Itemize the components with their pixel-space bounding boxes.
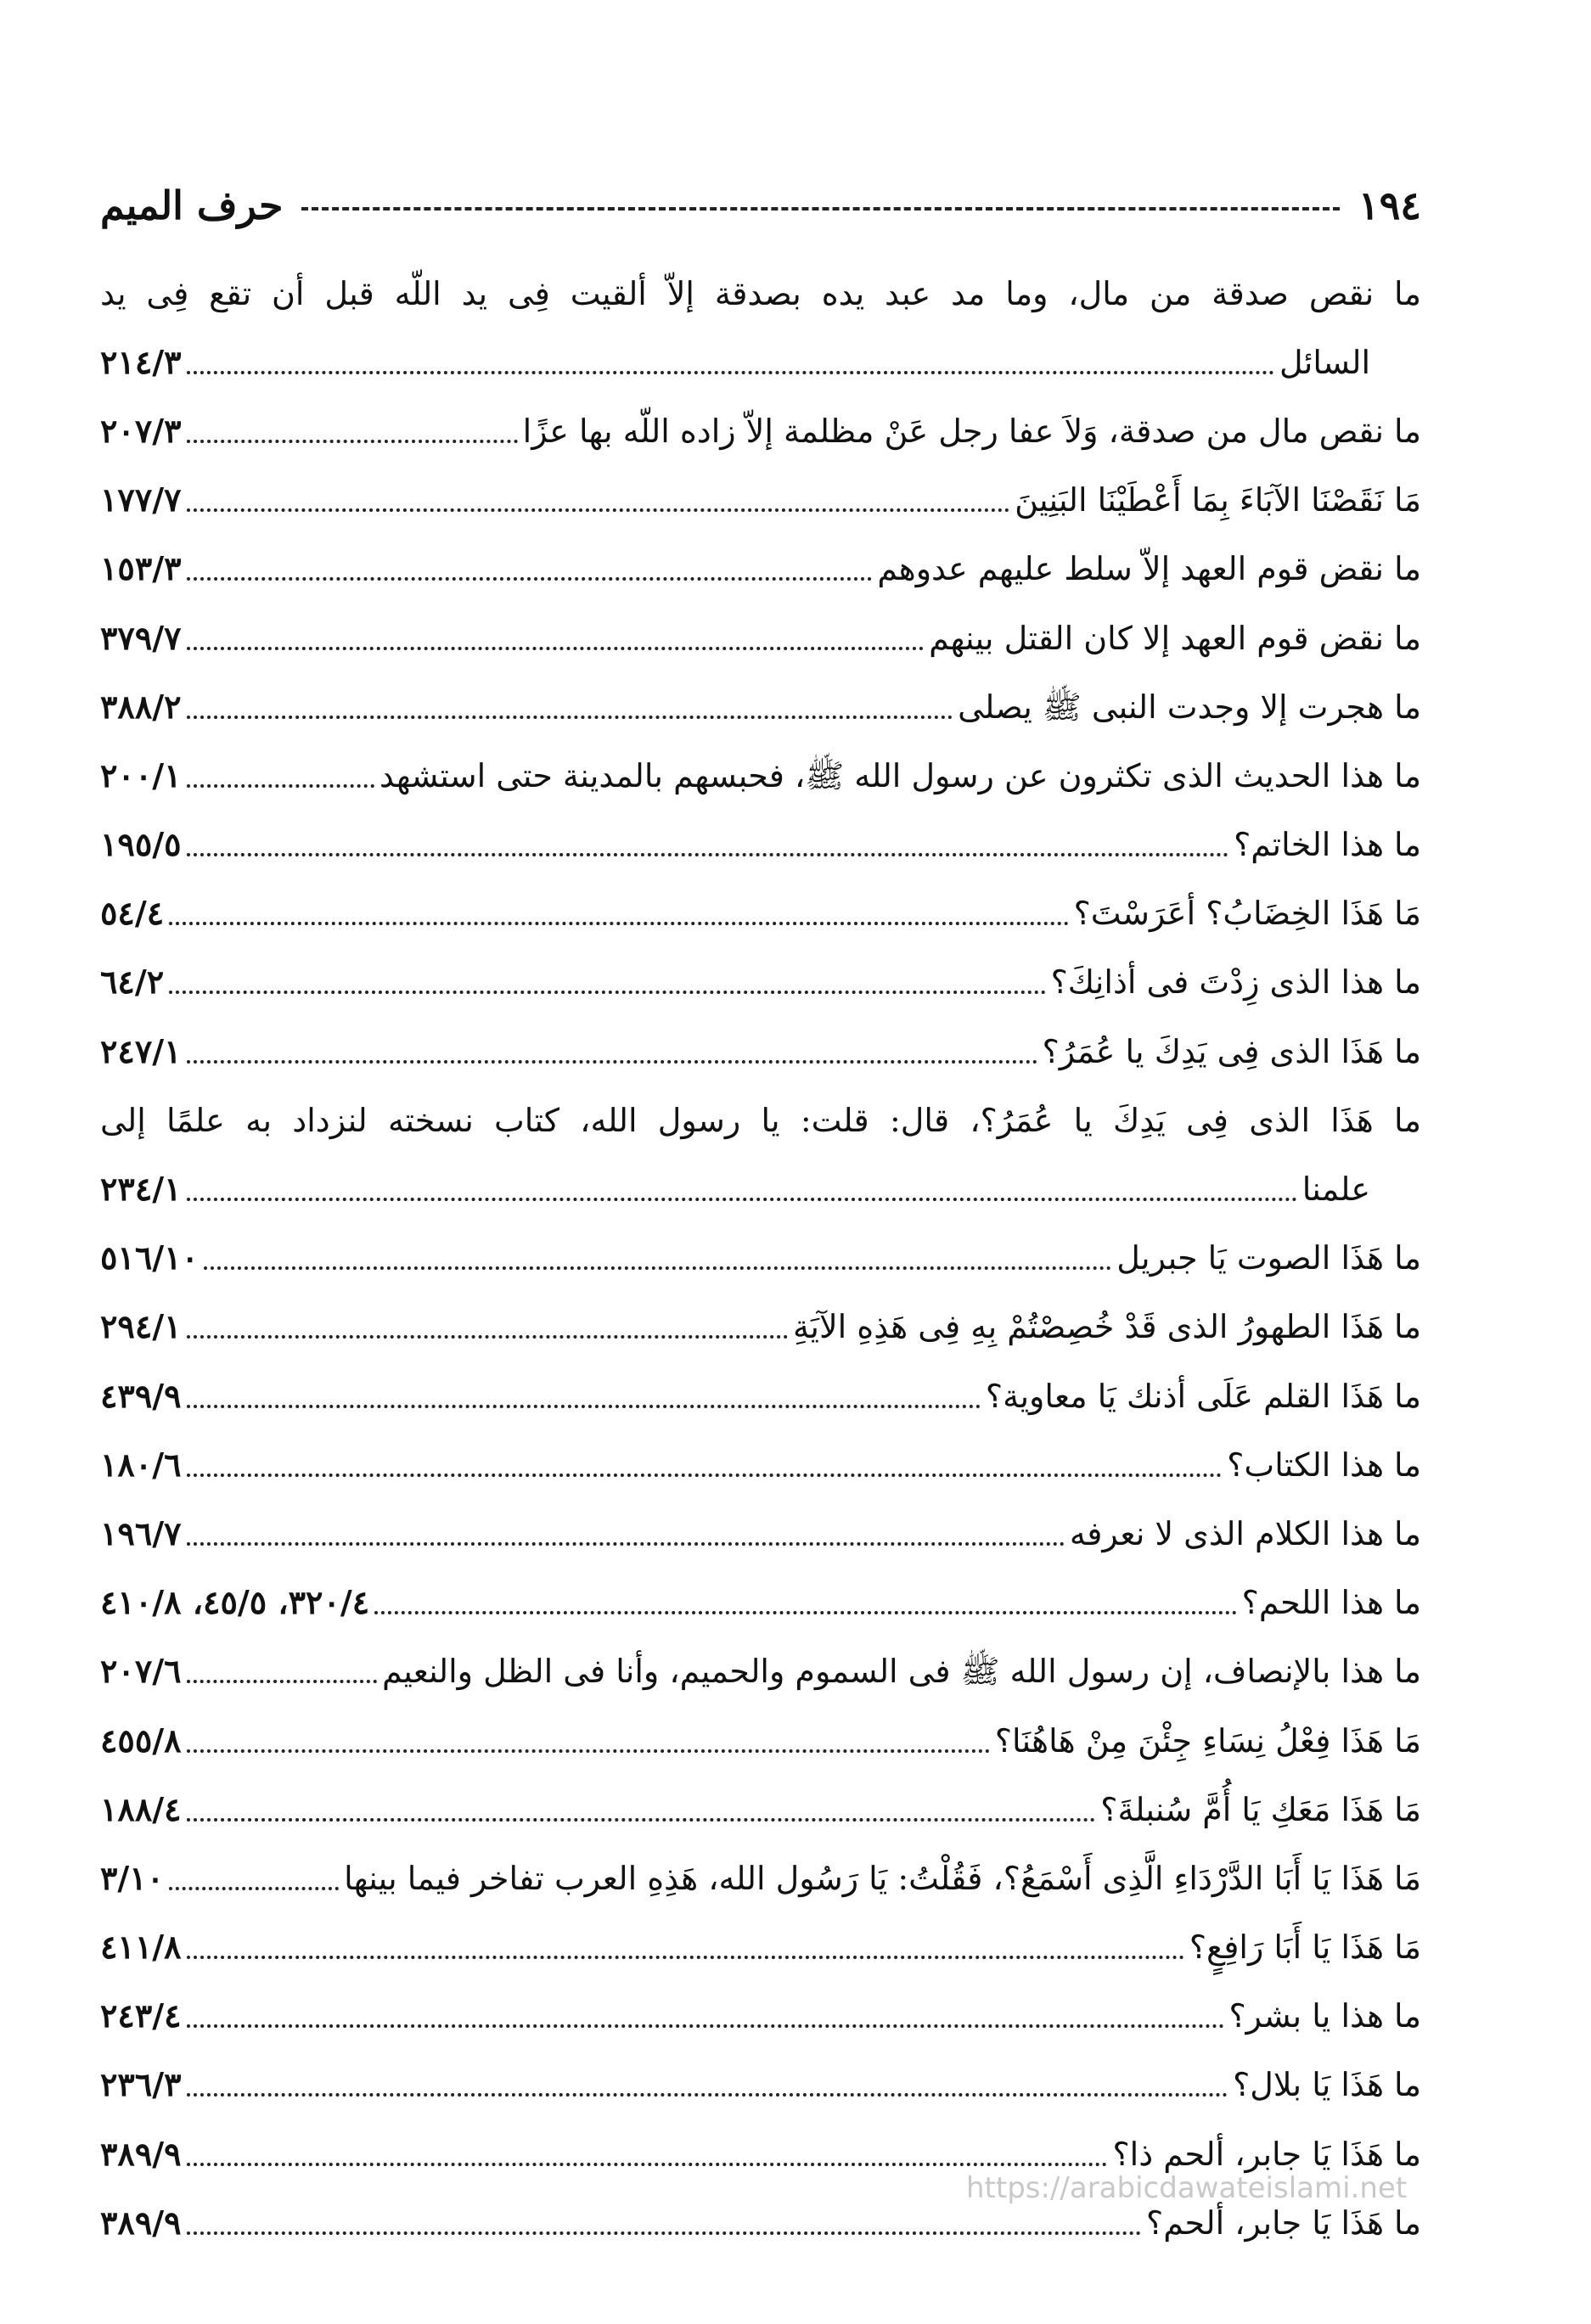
- index-entry: [100, 1844, 1421, 1912]
- dot-leader: [374, 1611, 1236, 1614]
- entry-text: ما هذا الكلام الذى لا نعرفه: [1069, 1514, 1421, 1552]
- entry-text: ما هذا يا بشر؟: [1228, 1997, 1421, 2035]
- entry-text: ما هَذَا الذى فِى يَدِكَ يا عُمَرُ؟: [1042, 1032, 1421, 1070]
- entry-text-line: [100, 1844, 1421, 1912]
- index-entry: [100, 603, 1421, 672]
- entry-text-line: [100, 1637, 1421, 1706]
- dot-leader: [187, 1818, 1096, 1822]
- dot-leader: [187, 2024, 1224, 2028]
- entry-text: ما هَذَا يَا جابر، ألحم ذا؟: [1112, 2135, 1421, 2173]
- dot-leader: [187, 853, 1229, 856]
- entry-text-line: [100, 535, 1421, 603]
- dot-leader: [187, 1956, 1184, 1959]
- volume-page-reference: ٣٨٩/٩: [100, 2134, 182, 2173]
- entry-text-line: [100, 1569, 1421, 1637]
- volume-page-reference: ٤٥٥/٨: [100, 1721, 182, 1760]
- index-entry: [100, 259, 1421, 396]
- entry-text-line: [100, 1293, 1421, 1361]
- entry-text: مَا هَذَا فِعْلُ نِسَاءِ جِئْنَ مِنْ هَاهُنَا؟: [994, 1721, 1421, 1760]
- entry-text-line: [100, 1224, 1421, 1293]
- section-title: حرف الميم: [100, 182, 284, 228]
- dot-leader: [187, 784, 374, 788]
- dot-leader: [187, 2231, 1142, 2235]
- entry-text: ما هجرت إلا وجدت النبى ﷺ يصلى: [958, 688, 1421, 726]
- index-entry: [100, 1017, 1421, 1086]
- entry-text-line: [100, 948, 1421, 1017]
- entry-text: ما هذا الكتاب؟: [1227, 1445, 1421, 1484]
- entry-text: ما هَذَا القلم عَلَى أذنك يَا معاوية؟: [985, 1377, 1421, 1415]
- volume-page-reference: ٥٤/٤: [100, 894, 165, 933]
- dot-leader: [187, 1749, 990, 1753]
- volume-page-reference: ١٥٣/٣: [100, 549, 182, 588]
- entry-text-line: [100, 741, 1421, 810]
- index-entry: [100, 1361, 1421, 1430]
- entry-text: ما هَذَا الطهورُ الذى قَدْ خُصِصْتُمْ بِهِ فِى هَذِهِ الآيَةِ: [793, 1308, 1421, 1346]
- dot-leader: [169, 1887, 339, 1890]
- dot-leader: [204, 1266, 1111, 1270]
- entry-continuation-line: [100, 1154, 1421, 1223]
- index-entry: [100, 811, 1421, 879]
- entry-text-line: [100, 1017, 1421, 1086]
- entry-continuation-line: [100, 328, 1421, 396]
- index-entry: [100, 879, 1421, 948]
- volume-page-reference: ٢٠٧/٣: [100, 411, 182, 450]
- volume-page-reference: ٣٧٩/٧: [100, 618, 182, 657]
- volume-page-reference: ٣٢٠/٤، ٤٥/٥، ٤١٠/٨: [100, 1583, 370, 1622]
- dot-leader: [187, 716, 953, 719]
- volume-page-reference: ٦٤/٢: [100, 963, 165, 1002]
- entry-text-line: [100, 1706, 1421, 1775]
- entry-text: ما نقص مال من صدقة، وَلاَ عفا رجل عَنْ مظلمة إلاّ زاده اللّه بها عزًا: [522, 412, 1421, 450]
- entry-text: ما هذا الحديث الذى تكثرون عن رسول الله ﷺ، فحبسهم بالمدينة حتى استشهد: [379, 756, 1421, 794]
- entry-text-line: [100, 879, 1421, 948]
- volume-page-reference: ١٨٠/٦: [100, 1445, 182, 1484]
- entry-text-line: [100, 259, 1421, 328]
- entry-text-line: [100, 603, 1421, 672]
- index-entry: [100, 2051, 1421, 2119]
- dot-leader: [187, 371, 1275, 374]
- entry-text-line: [100, 1361, 1421, 1430]
- volume-page-reference: ٢٩٤/١: [100, 1307, 182, 1346]
- entry-text-line: [100, 1913, 1421, 1982]
- volume-page-reference: ١٩٥/٥: [100, 825, 182, 864]
- index-entry: [100, 1637, 1421, 1706]
- dot-leader: [187, 1405, 981, 1408]
- entry-text-line: [100, 672, 1421, 741]
- volume-page-reference: ٢٣٦/٣: [100, 2065, 182, 2104]
- entry-text: ما هذا اللحم؟: [1241, 1584, 1421, 1622]
- volume-page-reference: ١٨٨/٤: [100, 1789, 182, 1828]
- volume-page-reference: ٢١٤/٣: [100, 342, 182, 381]
- entry-text-line: [100, 1430, 1421, 1499]
- dot-leader: [187, 1335, 789, 1339]
- entry-text: مَا هَذَا يَا أَبَا رَافِعٍ؟: [1189, 1928, 1421, 1967]
- entry-text: ما نقص صدقة من مال، وما مد عبد يده بصدقة إلاّ ألقيت فِى يد اللّه قبل أن تقع فِى يد: [100, 274, 1421, 312]
- page-header: [100, 180, 1421, 231]
- index-entry: [100, 396, 1421, 465]
- entry-text: ما نقض قوم العهد إلا كان القتل بينهم: [929, 619, 1421, 657]
- index-entry: [100, 1706, 1421, 1775]
- volume-page-reference: ٢٠٧/٦: [100, 1652, 182, 1691]
- entry-text: مَا هَذَا مَعَكِ يَا أُمَّ سُنبلةَ؟: [1100, 1790, 1421, 1828]
- entry-text-line: [100, 1775, 1421, 1844]
- header-rule: [301, 207, 1339, 211]
- dot-leader: [169, 991, 1046, 994]
- volume-page-reference: ١٩٦/٧: [100, 1513, 182, 1552]
- volume-page-reference: ٣٨٩/٩: [100, 2203, 182, 2242]
- entry-text: ما نقض قوم العهد إلاّ سلط عليهم عدوهم: [877, 550, 1421, 588]
- dot-leader: [187, 2163, 1108, 2166]
- dot-leader: [187, 2093, 1228, 2097]
- index-entry: [100, 1569, 1421, 1637]
- entry-text: السائل: [1279, 343, 1370, 381]
- entry-text-line: [100, 1982, 1421, 2051]
- index-entry: [100, 948, 1421, 1017]
- index-entry: [100, 1499, 1421, 1568]
- entry-text: مَا هَذَا الخِضَابُ؟ أعَرَسْتَ؟: [1073, 895, 1421, 933]
- dot-leader: [187, 440, 518, 443]
- dot-leader: [187, 577, 873, 581]
- volume-page-reference: ٢٤٣/٤: [100, 1996, 182, 2035]
- volume-page-reference: ٣٨٨/٢: [100, 687, 182, 726]
- entry-text: ما هَذَا يَا بلال؟: [1233, 2066, 1421, 2104]
- index-entry: [100, 1086, 1421, 1223]
- index-entry: [100, 1224, 1421, 1293]
- entry-text: علمنا: [1301, 1170, 1370, 1209]
- entry-text-line: [100, 1499, 1421, 1568]
- dot-leader: [187, 1542, 1065, 1546]
- index-entry: [100, 466, 1421, 535]
- index-entry: [100, 1982, 1421, 2051]
- volume-page-reference: ٢٣٤/١: [100, 1170, 182, 1209]
- index-entry: [100, 1293, 1421, 1361]
- dot-leader: [187, 1474, 1223, 1477]
- index-entries: [100, 259, 1421, 2257]
- entry-text: ما هَذَا الذى فِى يَدِكَ يا عُمَرُ؟، قال: قلت: يا رسول الله، كتاب نسخته لنزداد به علمًا إلى: [100, 1101, 1421, 1139]
- entry-text: مَا هَذَا يَا أَبَا الدَّرْدَاءِ الَّذِى أَسْمَعُ؟، فَقُلْتُ: يَا رَسُول الله، هَذِهِ العرب تفاخر فيما بينها: [344, 1859, 1421, 1897]
- index-entry: [100, 672, 1421, 741]
- entry-text-line: [100, 2051, 1421, 2119]
- dot-leader: [169, 922, 1069, 925]
- volume-page-reference: ٤٣٩/٩: [100, 1376, 182, 1415]
- dot-leader: [187, 647, 925, 650]
- dot-leader: [187, 1060, 1037, 1064]
- page-number: ١٩٤: [1358, 182, 1421, 228]
- volume-page-reference: ٢٠٠/١: [100, 755, 182, 794]
- volume-page-reference: ٤١١/٨: [100, 1928, 182, 1967]
- entry-text: ما هذا الخاتم؟: [1234, 826, 1421, 864]
- entry-text-line: [100, 466, 1421, 535]
- volume-page-reference: ٢٤٧/١: [100, 1031, 182, 1070]
- index-entry: [100, 1775, 1421, 1844]
- entry-text: ما هذا بالإنصاف، إن رسول الله ﷺ فى السموم والحميم، وأنا فى الظل والنعيم: [381, 1653, 1421, 1691]
- entry-text: ما هَذَا يَا جابر، ألحم؟: [1146, 2203, 1421, 2242]
- volume-page-reference: ١٧٧/٧: [100, 480, 182, 519]
- dot-leader: [187, 1680, 377, 1683]
- index-entry: [100, 1913, 1421, 1982]
- watermark-url: https://arabicdawateislami.net: [966, 2171, 1408, 2205]
- dot-leader: [187, 1198, 1297, 1201]
- volume-page-reference: ٥١٦/١٠: [100, 1238, 199, 1277]
- entry-text-line: [100, 811, 1421, 879]
- entry-text-line: [100, 1086, 1421, 1154]
- index-entry: [100, 1430, 1421, 1499]
- index-entry: [100, 535, 1421, 603]
- entry-text: ما هذا الذى زِدْتَ فى أذانِكَ؟: [1050, 963, 1421, 1002]
- dot-leader: [187, 508, 1010, 512]
- entry-text-line: [100, 396, 1421, 465]
- entry-text: ما هَذَا الصوت يَا جبريل: [1116, 1239, 1421, 1277]
- volume-page-reference: ٣/١٠: [100, 1858, 165, 1897]
- index-entry: [100, 741, 1421, 810]
- entry-text: مَا نَقَصْنَا الآبَاءَ بِمَا أَعْطَيْنَا البَنِينَ: [1015, 481, 1421, 519]
